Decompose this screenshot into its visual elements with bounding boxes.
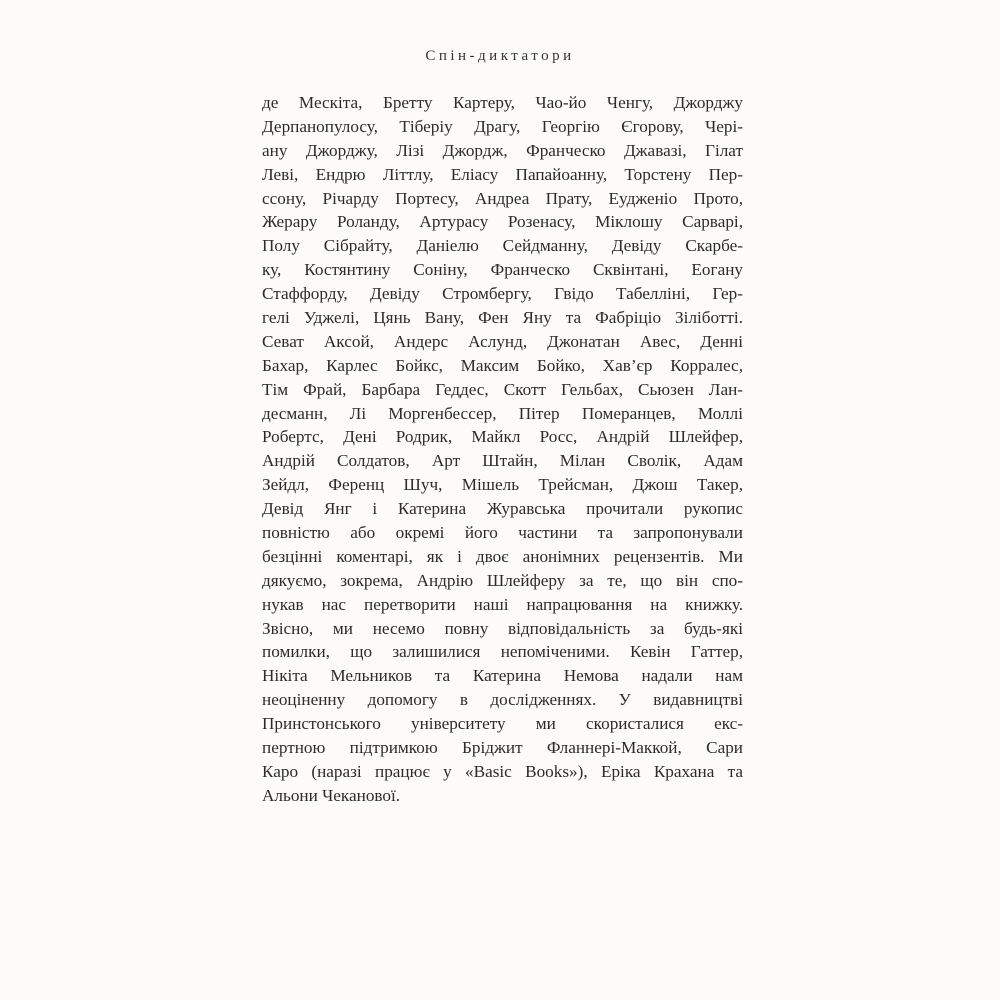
text-line: Альони Чеканової. bbox=[262, 785, 401, 805]
text-line: Звісно, ми несемо повну відповідальність за будь-які bbox=[262, 618, 743, 638]
text-line: Нікіта Мельников та Катерина Немова надали нам bbox=[262, 666, 743, 686]
text-line: Девід Янг і Катерина Журавська прочитали рукопис bbox=[262, 499, 743, 519]
text-line: Бахар, Карлес Бойкс, Максим Бойко, Хав’єр Корралес, bbox=[262, 355, 743, 375]
text-line: Принстонського університету ми скористалися екс- bbox=[262, 714, 743, 734]
text-line: нукав нас перетворити наші напрацювання на книжку. bbox=[262, 594, 743, 614]
text-line: де Мескіта, Бретту Картеру, Чао-йо Ченгу, Джорджу bbox=[262, 93, 743, 112]
text-line: ссону, Річарду Портесу, Андреа Прату, Еудженіо Прото, bbox=[262, 188, 743, 208]
text-line: Дерпанопулосу, Тіберіу Драгу, Георгію Єгорову, Чері- bbox=[262, 116, 743, 136]
text-line: Полу Сібрайту, Даніелю Сейдманну, Девіду Скарбе- bbox=[262, 236, 743, 256]
text-line: Севат Аксой, Андерс Аслунд, Джонатан Авес, Денні bbox=[262, 331, 743, 351]
text-line: Тім Фрай, Барбара Геддес, Скотт Гельбах, Сьюзен Лан- bbox=[262, 379, 743, 399]
text-line: Зейдл, Ференц Шуч, Мішель Трейсман, Джош Такер, bbox=[262, 475, 743, 495]
text-line: ку, Костянтину Соніну, Франческо Сквінтані, Еогану bbox=[262, 260, 743, 280]
text-line: повністю або окремі його частини та запропонували bbox=[262, 523, 743, 543]
running-head bbox=[0, 48, 1000, 65]
text-line: неоціненну допомогу в дослідженнях. У видавництві bbox=[262, 690, 743, 710]
text-line: Жерару Роланду, Артурасу Розенасу, Міклошу Сарварі, bbox=[262, 212, 743, 232]
text-line: Каро (наразі працює у «Basic Books»), Еріка Крахана та bbox=[262, 761, 743, 781]
text-line: ану Джорджу, Лізі Джордж, Франческо Джавазі, Гілат bbox=[262, 140, 743, 160]
text-line: десманн, Лі Моргенбессер, Пітер Померанцев, Моллі bbox=[262, 403, 743, 423]
text-line: безцінні коментарі, як і двоє анонімних рецензентів. Ми bbox=[262, 546, 743, 566]
text-line: Андрій Солдатов, Арт Штайн, Мілан Сволік, Адам bbox=[262, 451, 743, 471]
text-line: Робертс, Дені Родрик, Майкл Росс, Андрій Шлейфер, bbox=[262, 427, 743, 447]
text-line: Стаффорду, Девіду Стромбергу, Гвідо Табелліні, Гер- bbox=[262, 284, 743, 304]
text-line: Леві, Ендрю Літтлу, Еліасу Папайоанну, Торстену Пер- bbox=[262, 164, 743, 184]
text-line: дякуємо, зокрема, Андрію Шлейферу за те, що він спо- bbox=[262, 570, 743, 590]
text-line: помилки, що залишилися непоміченими. Кевін Гаттер, bbox=[262, 642, 743, 662]
text-line: гелі Уджелі, Цянь Вану, Фен Яну та Фабріціо Зіліботті. bbox=[262, 308, 743, 328]
running-head-title: Спін-диктатори bbox=[425, 48, 575, 64]
text-line: пертною підтримкою Бріджит Фланнері-Маккой, Сари bbox=[262, 738, 743, 758]
acknowledgments-text bbox=[262, 91, 743, 808]
